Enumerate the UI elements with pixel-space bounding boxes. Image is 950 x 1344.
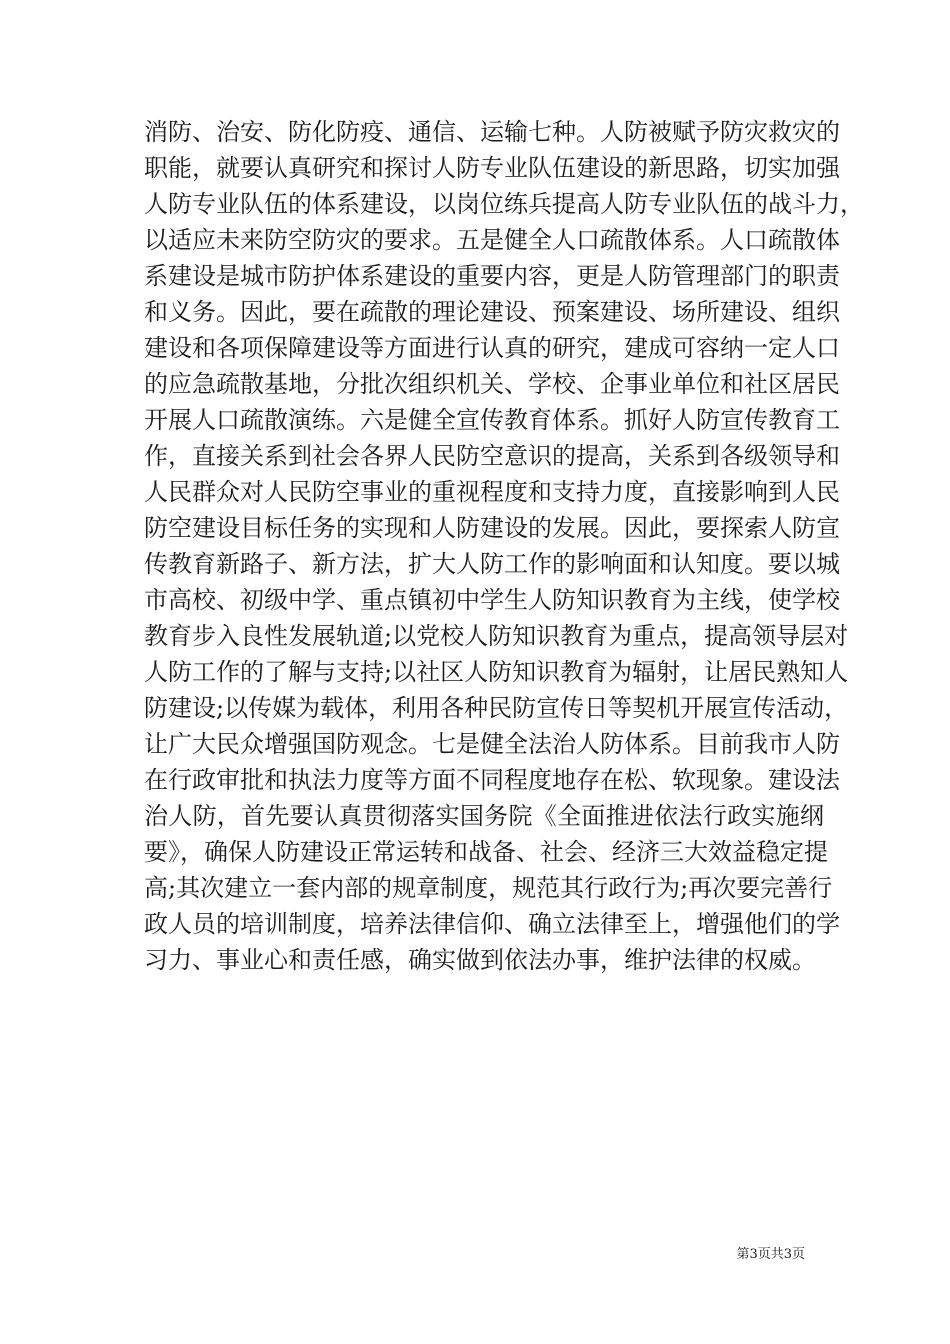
text-line: 政人员的培训制度，培养法律信仰、确立法律至上，增强他们的学 xyxy=(144,910,840,938)
text-line: 高;其次建立一套内部的规章制度，规范其行政行为;再次要完善行 xyxy=(144,874,833,902)
text-line: 人防专业队伍的体系建设，以岗位练兵提高人防专业队伍的战斗力， xyxy=(144,190,864,218)
text-line: 以适应未来防空防灾的要求。五是健全人口疏散体系。人口疏散体 xyxy=(144,226,840,254)
text-line: 建设和各项保障建设等方面进行认真的研究，建成可容纳一定人口 xyxy=(144,334,840,362)
text-line: 开展人口疏散演练。六是健全宣传教育体系。抓好人防宣传教育工 xyxy=(144,406,840,434)
text-line: 和义务。因此，要在疏散的理论建设、预案建设、场所建设、组织 xyxy=(144,298,840,326)
text-line: 防空建设目标任务的实现和人防建设的发展。因此，要探索人防宣 xyxy=(144,514,840,542)
text-line: 人防工作的了解与支持;以社区人防知识教育为辐射，让居民熟知人 xyxy=(144,658,849,686)
text-line-last: 习力、事业心和责任感，确实做到依法办事，维护法律的权威。 xyxy=(144,946,816,974)
body-paragraph xyxy=(144,114,864,978)
text-line: 消防、治安、防化防疫、通信、运输七种。人防被赋予防灾救灾的 xyxy=(144,118,840,146)
text-line: 职能，就要认真研究和探讨人防专业队伍建设的新思路，切实加强 xyxy=(144,154,840,182)
text-line: 系建设是城市防护体系建设的重要内容，更是人防管理部门的职责 xyxy=(144,262,840,290)
text-line: 市高校、初级中学、重点镇初中学生人防知识教育为主线，使学校 xyxy=(144,586,840,614)
text-line: 治人防，首先要认真贯彻落实国务院《全面推进依法行政实施纲 xyxy=(144,802,824,830)
text-line: 传教育新路子、新方法，扩大人防工作的影响面和认知度。要以城 xyxy=(144,550,840,578)
text-line: 人民群众对人民防空事业的重视程度和支持力度，直接影响到人民 xyxy=(144,478,840,506)
text-line: 要》，确保人防建设正常运转和战备、社会、经济三大效益稳定提 xyxy=(144,838,828,866)
text-line: 的应急疏散基地，分批次组织机关、学校、企事业单位和社区居民 xyxy=(144,370,840,398)
text-line: 教育步入良性发展轨道;以党校人防知识教育为重点，提高领导层对 xyxy=(144,622,849,650)
page-number-footer: 第3页共3页 xyxy=(736,1247,805,1262)
text-line: 作，直接关系到社会各界人民防空意识的提高，关系到各级领导和 xyxy=(144,442,840,470)
text-line: 让广大民众增强国防观念。七是健全法治人防体系。目前我市人防 xyxy=(144,730,840,758)
text-line: 防建设;以传媒为载体，利用各种民防宣传日等契机开展宣传活动， xyxy=(144,694,849,722)
text-line: 在行政审批和执法力度等方面不同程度地存在松、软现象。建设法 xyxy=(144,766,840,794)
